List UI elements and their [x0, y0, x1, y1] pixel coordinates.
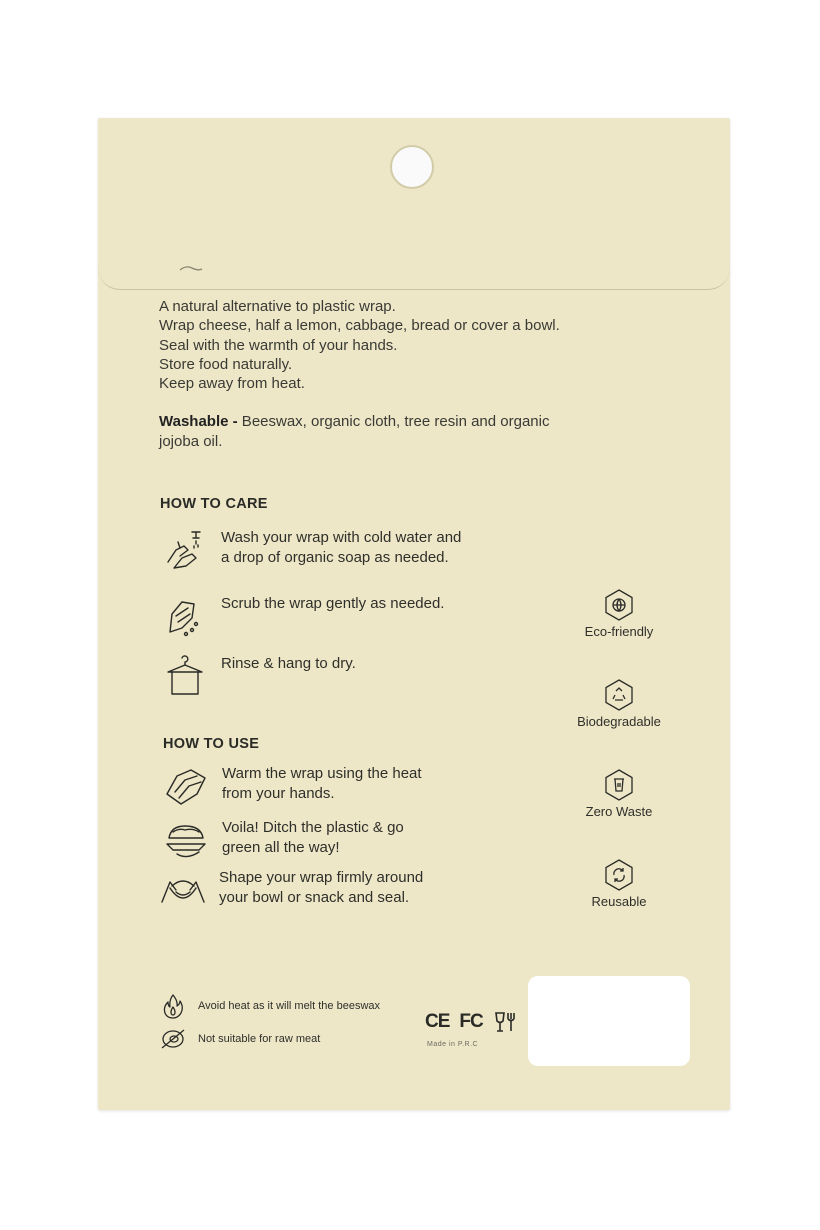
- badge-label: Eco-friendly: [584, 624, 654, 639]
- badge-reusable: [564, 858, 674, 909]
- use-step-warm-line2: from your hands.: [222, 784, 335, 802]
- flame-icon: [160, 993, 186, 1019]
- care-step-rinse: [162, 654, 356, 700]
- badge-label: Biodegradable: [577, 714, 661, 729]
- warning-raw-meat: [160, 1026, 320, 1052]
- scrub-hand-icon: [162, 594, 208, 640]
- use-step-shape-line2: your bowl or snack and seal.: [219, 888, 410, 906]
- badge-label: Reusable: [591, 894, 647, 909]
- use-step-shape-line1: Shape your wrap firmly around: [219, 869, 424, 886]
- bowl-hands-icon: [160, 868, 206, 914]
- use-step-voila-line1: Voila! Ditch the plastic & go: [222, 819, 404, 836]
- badge-label: Zero Waste: [585, 804, 653, 819]
- intro-line: A natural alternative to plastic wrap.: [159, 298, 396, 315]
- use-step-voila: [163, 818, 404, 864]
- made-in-text: Made in P.R.C: [427, 1041, 479, 1048]
- use-step-shape: [160, 868, 423, 914]
- warning-heat-text: Avoid heat as it will melt the beeswax: [198, 1000, 380, 1012]
- warming-hands-icon: [163, 764, 209, 810]
- fc-mark: FC: [459, 1011, 483, 1032]
- badge-eco-friendly: [564, 588, 674, 639]
- intro-text: [159, 297, 619, 393]
- use-step-warm-line1: Warm the wrap using the heat: [222, 765, 422, 782]
- bin-icon: [603, 768, 635, 802]
- certification-marks: [425, 1010, 517, 1034]
- care-step-wash: [162, 528, 461, 574]
- warning-heat: [160, 993, 380, 1019]
- globe-leaf-icon: [603, 588, 635, 622]
- washable-ingredients: [159, 412, 619, 452]
- washable-text-line1: Beeswax, organic cloth, tree resin and organic: [237, 413, 550, 430]
- no-meat-icon: [160, 1026, 186, 1052]
- care-section-title: HOW TO CARE: [160, 496, 268, 512]
- care-step-rinse-line1: Rinse & hang to dry.: [221, 655, 356, 672]
- ce-mark: CE: [425, 1011, 450, 1032]
- intro-line: Keep away from heat.: [159, 375, 305, 393]
- hang-hole: [390, 145, 434, 189]
- intro-line: Wrap cheese, half a lemon, cabbage, bread or cover a bowl.: [159, 317, 560, 335]
- intro-line: Seal with the warmth of your hands.: [159, 336, 398, 354]
- recycle-arrows-icon: [603, 678, 635, 712]
- use-step-warm: [163, 764, 422, 810]
- care-step-wash-line1: Wash your wrap with cold water and: [221, 529, 462, 546]
- badge-zero-waste: [564, 768, 674, 819]
- use-step-voila-line2: green all the way!: [222, 838, 340, 856]
- care-step-scrub-line1: Scrub the wrap gently as needed.: [221, 595, 445, 612]
- reuse-arrows-icon: [603, 858, 635, 892]
- hanger-icon: [162, 654, 208, 700]
- use-section-title: HOW TO USE: [163, 736, 260, 752]
- care-step-scrub: [162, 594, 444, 640]
- warning-raw-meat-text: Not suitable for raw meat: [198, 1033, 321, 1045]
- food-safe-glass-fork-icon: [493, 1010, 517, 1034]
- badge-biodegradable: [564, 678, 674, 729]
- washable-label: Washable -: [159, 413, 238, 430]
- intro-line: Store food naturally.: [159, 355, 293, 373]
- washing-hands-icon: [162, 528, 208, 574]
- care-step-wash-line2: a drop of organic soap as needed.: [221, 548, 449, 566]
- wrapped-food-icon: [163, 818, 209, 864]
- blank-label-sticker: [528, 976, 690, 1066]
- washable-text-line2: jojoba oil.: [159, 433, 223, 450]
- card-scuff-mark: [178, 264, 204, 272]
